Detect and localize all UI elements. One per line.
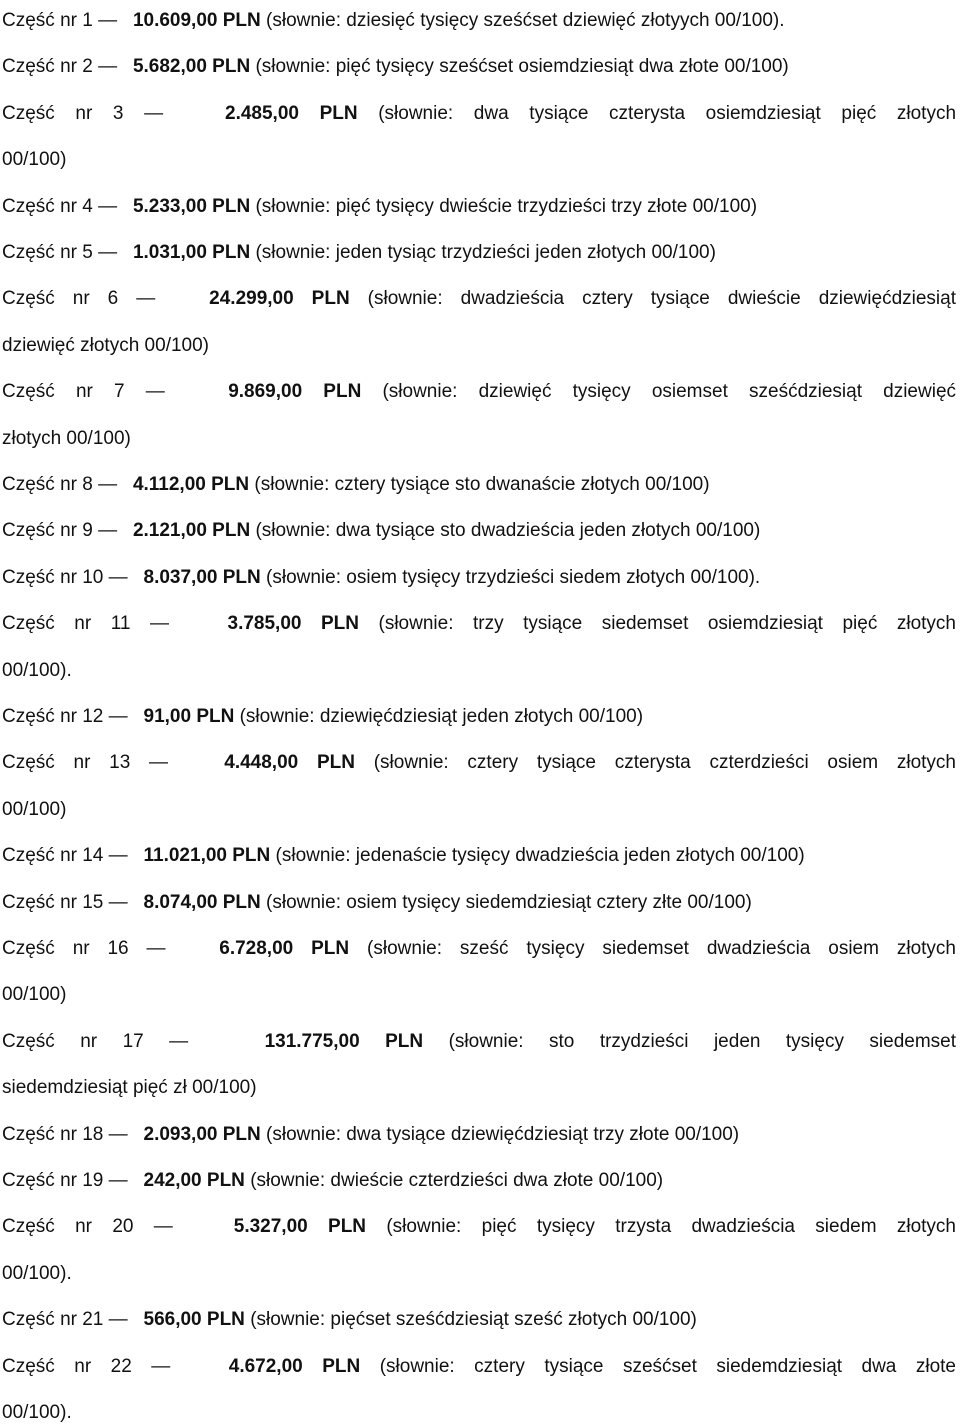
part-line-11-continuation: 00/100). [2, 659, 72, 681]
part-line-4 [2, 192, 757, 222]
part-amount-in-words: (słownie: cztery tysiące sześćset siedemdziesiąt dwa złote [379, 1355, 956, 1377]
part-line-10 [2, 563, 760, 593]
part-label: Część nr 12 — [2, 706, 128, 727]
part-line-3 [2, 99, 956, 129]
part-amount-in-words: (słownie: trzy tysiące siedemset osiemdziesiąt pięć złotych [378, 613, 956, 635]
part-line-6 [2, 284, 956, 314]
part-amount-in-words: (słownie: jedenaście tysięcy dwadzieścia jeden złotych 00/100) [275, 845, 805, 867]
part-amount-in-words: (słownie: pięć tysięcy trzysta dwadzieścia siedem złotych [386, 1216, 956, 1238]
part-line-8 [2, 470, 710, 500]
part-line-2 [2, 52, 789, 82]
part-line-7-continuation: złotych 00/100) [2, 427, 131, 449]
part-line-21 [2, 1305, 697, 1335]
part-label: Część nr 20 — [2, 1216, 173, 1238]
part-line-7 [2, 377, 956, 407]
part-label: Część nr 11 — [2, 613, 169, 635]
part-amount: 24.299,00 PLN [209, 288, 350, 310]
part-amount-in-words: (słownie: cztery tysiące sto dwanaście złotych 00/100) [254, 474, 710, 495]
part-line-15 [2, 888, 752, 918]
part-label: Część nr 6 — [2, 288, 156, 310]
part-line-3-continuation: 00/100) [2, 149, 67, 171]
part-line-13-continuation: 00/100) [2, 798, 67, 820]
part-amount: 5.327,00 PLN [233, 1216, 367, 1238]
part-label: Część nr 14 — [2, 845, 128, 867]
part-label: Część nr 4 — [2, 195, 118, 217]
part-line-16-continuation: 00/100) [2, 984, 67, 1006]
part-amount-in-words: (słownie: sześć tysięcy siedemset dwadzieścia osiem złotych [367, 938, 956, 959]
part-amount: 242,00 PLN [143, 1170, 245, 1191]
part-line-20-continuation: 00/100). [2, 1262, 72, 1284]
part-amount: 2.121,00 PLN [132, 520, 251, 542]
part-amount-in-words: (słownie: osiem tysięcy siedemdziesiąt cztery złte 00/100) [266, 891, 752, 913]
part-line-12 [2, 702, 643, 732]
part-amount: 5.682,00 PLN [132, 56, 251, 78]
part-amount: 3.785,00 PLN [227, 613, 359, 635]
part-amount: 8.037,00 PLN [143, 566, 261, 588]
part-label: Część nr 21 — [2, 1309, 128, 1331]
part-amount-in-words: (słownie: pięć tysięcy dwieście trzydzieści trzy złote 00/100) [255, 195, 758, 217]
part-amount-in-words: (słownie: cztery tysiące czterysta czterdzieści osiem złotych [373, 752, 956, 774]
part-amount-in-words: (słownie: dziesięć tysięcy sześćset dziewięć złotyych 00/100). [266, 10, 785, 31]
part-label: Część nr 15 — [2, 891, 128, 913]
part-label: Część nr 5 — [2, 242, 118, 263]
part-label: Część nr 10 — [2, 566, 128, 588]
part-amount: 11.021,00 PLN [143, 845, 271, 867]
part-amount: 9.869,00 PLN [228, 381, 362, 403]
part-line-1 [2, 6, 785, 36]
part-amount-in-words: (słownie: dwieście czterdzieści dwa złote 00/100) [250, 1170, 664, 1191]
part-label: Część nr 16 — [2, 938, 166, 959]
part-amount-in-words: (słownie: sto trzydzieści jeden tysięcy siedemset [448, 1030, 957, 1052]
part-amount: 91,00 PLN [143, 706, 235, 727]
part-line-6-continuation: dziewięć złotych 00/100) [2, 334, 209, 356]
part-line-17-continuation: siedemdziesiąt pięć zł 00/100) [2, 1077, 257, 1099]
part-line-22-continuation: 00/100). [2, 1402, 72, 1423]
part-line-11 [2, 609, 956, 639]
part-label: Część nr 2 — [2, 56, 118, 78]
part-line-22 [2, 1352, 956, 1382]
part-amount: 566,00 PLN [143, 1309, 245, 1331]
part-label: Część nr 9 — [2, 520, 118, 542]
part-amount: 1.031,00 PLN [132, 242, 251, 263]
part-label: Część nr 1 — [2, 10, 118, 31]
part-amount-in-words: (słownie: jeden tysiąc trzydzieści jeden złotych 00/100) [255, 242, 716, 263]
part-amount-in-words: (słownie: pięćset sześćdziesiąt sześć złotych 00/100) [250, 1309, 697, 1331]
part-amount: 2.485,00 PLN [225, 102, 358, 124]
part-line-16 [2, 934, 956, 964]
part-label: Część nr 8 — [2, 474, 118, 495]
part-amount: 4.448,00 PLN [224, 752, 355, 774]
part-amount-in-words: (słownie: dwadzieścia cztery tysiące dwieście dziewięćdziesiąt [367, 288, 956, 310]
part-amount: 4.112,00 PLN [132, 474, 250, 495]
part-amount: 8.074,00 PLN [143, 891, 261, 913]
part-amount-in-words: (słownie: osiem tysięcy trzydzieści siedem złotych 00/100). [266, 566, 761, 588]
part-line-18 [2, 1120, 739, 1150]
part-amount: 131.775,00 PLN [264, 1030, 424, 1052]
part-amount-in-words: (słownie: dziewięć tysięcy osiemset sześćdziesiąt dziewięć [382, 381, 957, 403]
part-amount: 2.093,00 PLN [143, 1123, 261, 1145]
part-line-17 [2, 1027, 956, 1057]
part-amount: 5.233,00 PLN [132, 195, 251, 217]
part-amount-in-words: (słownie: dwa tysiące sto dwadzieścia jeden złotych 00/100) [255, 520, 761, 542]
part-line-19 [2, 1166, 663, 1196]
part-amount-in-words: (słownie: dziewięćdziesiąt jeden złotych 00/100) [239, 706, 644, 727]
part-label: Część nr 17 — [2, 1030, 189, 1052]
part-label: Część nr 13 — [2, 752, 169, 774]
part-amount-in-words: (słownie: dwa tysiące czterysta osiemdziesiąt pięć złotych [378, 102, 957, 124]
part-line-20 [2, 1212, 956, 1242]
part-line-5 [2, 238, 716, 268]
part-amount: 4.672,00 PLN [228, 1355, 361, 1377]
part-amount: 10.609,00 PLN [132, 10, 261, 31]
part-line-13 [2, 748, 956, 778]
part-label: Część nr 22 — [2, 1355, 171, 1377]
part-label: Część nr 19 — [2, 1170, 128, 1191]
part-line-9 [2, 516, 760, 546]
part-amount-in-words: (słownie: pięć tysięcy sześćset osiemdziesiąt dwa złote 00/100) [255, 56, 789, 78]
part-label: Część nr 3 — [2, 102, 164, 124]
part-line-14 [2, 841, 805, 871]
part-label: Część nr 18 — [2, 1123, 128, 1145]
part-amount-in-words: (słownie: dwa tysiące dziewięćdziesiąt trzy złote 00/100) [266, 1123, 740, 1145]
part-amount: 6.728,00 PLN [219, 938, 350, 959]
part-label: Część nr 7 — [2, 381, 165, 403]
